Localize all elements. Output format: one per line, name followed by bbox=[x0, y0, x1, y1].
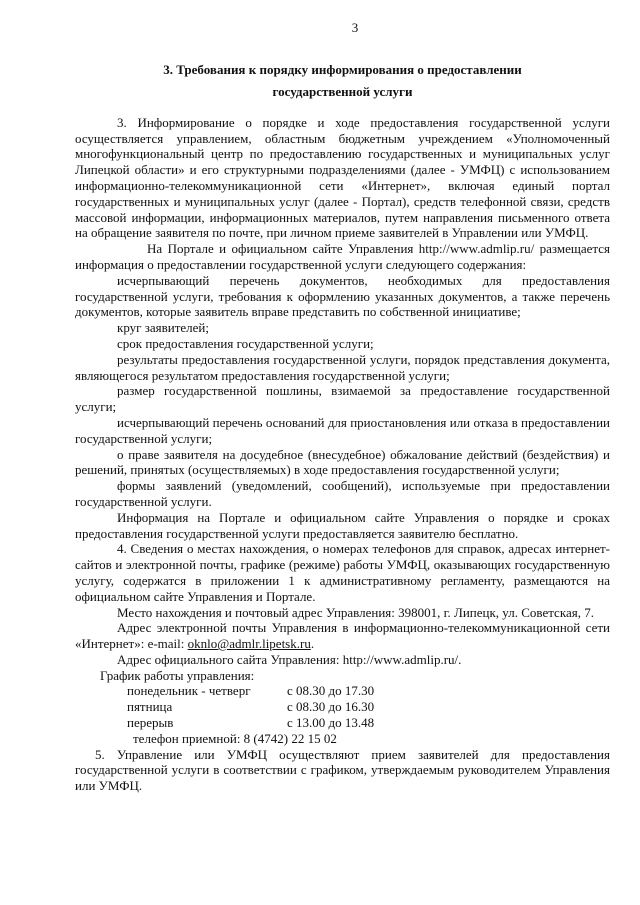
schedule-day: понедельник - четверг bbox=[127, 683, 251, 699]
paragraph-4: 4. Сведения о местах нахождения, о номерах телефонов для справок, адресах интернет-сайтов и электронной почты, графике (режиме) работы УМФЦ, оказывающих государственную услугу, содержатся в приложении 1 к административному регламенту, размещаются на официальном сайте Управления и Портале. bbox=[75, 541, 610, 604]
list-item: формы заявлений (уведомлений, сообщений), используемые при предоставлении государственной услуги. bbox=[75, 478, 610, 509]
paragraph-portal-info: На Портале и официальном сайте Управления http://www.admlip.ru/ размещается информация о предоставлении государственной услуги следующего содержания: bbox=[75, 241, 610, 272]
reception-phone: телефон приемной: 8 (4742) 22 15 02 bbox=[133, 730, 337, 746]
list-item: исчерпывающий перечень оснований для приостановления или отказа в предоставлении государственной услуги; bbox=[75, 414, 610, 446]
schedule-day: пятница bbox=[127, 699, 173, 715]
list-item: размер государственной пошлины, взимаемой за предоставление государственной услуги; bbox=[75, 383, 610, 415]
paragraph-free-info: Информация на Портале и официальном сайте Управления о порядке и сроках предоставления государственной услуги предоставляется заявителю бесплатно. bbox=[75, 509, 610, 541]
page-number: 3 bbox=[351, 20, 359, 35]
schedule-day: перерыв bbox=[127, 715, 174, 731]
list-item: срок предоставления государственной услуги; bbox=[117, 335, 374, 351]
section-title bbox=[75, 59, 610, 103]
paragraph-5: 5. Управление или УМФЦ осуществляют прием заявителей для предоставления государственной услуги в соответствии с графиком, утверждаемым руководителем Управления или УМФЦ. bbox=[75, 746, 610, 794]
table-row bbox=[127, 699, 374, 715]
list-item: исчерпывающий перечень документов, необходимых для предоставления государственной услуги, требования к оформлению указанных документов, а также перечень документов, которые заявитель вправе представить по собственной инициативе; bbox=[75, 272, 610, 320]
email-suffix: . bbox=[310, 636, 315, 652]
schedule-hours: с 08.30 до 17.30 bbox=[287, 683, 375, 699]
paragraph-3: 3. Информирование о порядке и ходе предоставления государственной услуги осуществляется управлением, областным бюджетным учреждением «Уполномоченный многофункциональный центр по предоставлению государственных и муниципальных услуг Липецкой области» и его структурными подразделениями (далее - УМФЦ) с использованием информационно-телекоммуникационной сети «Интернет», включая единый портал государственных и муниципальных услуг (далее - Портал), средств телефонной связи, средств массовой информации, информационных материалов, путем направления письменного ответа на обращение заявителя по почте, при личном приеме заявителей в Управлении или УМФЦ. bbox=[75, 114, 610, 241]
list-item: о праве заявителя на досудебное (внесудебное) обжалование действий (бездействия) и решений, принятых (осуществляемых) в ходе предоставления государственной услуги; bbox=[75, 446, 610, 478]
paragraph-address: Место нахождения и почтовый адрес Управления: 398001, г. Липецк, ул. Советская, 7. bbox=[117, 604, 594, 620]
paragraph-email bbox=[75, 620, 610, 652]
email-prefix: Адрес электронной почты Управления в информационно-телекоммуникационной сети «Интернет»: e-mail: bbox=[75, 620, 610, 652]
schedule-table bbox=[127, 683, 374, 730]
paragraph-website: Адрес официального сайта Управления: http://www.admlip.ru/. bbox=[117, 651, 462, 667]
section-title-line-2: государственной услуги bbox=[272, 83, 413, 99]
table-row bbox=[127, 715, 374, 731]
schedule-heading: График работы управления: bbox=[100, 667, 255, 683]
list-item: круг заявителей; bbox=[117, 320, 209, 336]
section-title-line-1: 3. Требования к порядку информирования о предоставлении bbox=[163, 61, 522, 77]
email-link[interactable]: oknlo@admlr.lipetsk.ru bbox=[187, 636, 311, 652]
list-item: результаты предоставления государственной услуги, порядок представления документа, являющегося результатом предоставления государственной услуги; bbox=[75, 351, 610, 383]
schedule-hours: с 13.00 до 13.48 bbox=[287, 715, 375, 731]
table-row bbox=[127, 683, 374, 699]
schedule-hours: с 08.30 до 16.30 bbox=[287, 699, 375, 715]
